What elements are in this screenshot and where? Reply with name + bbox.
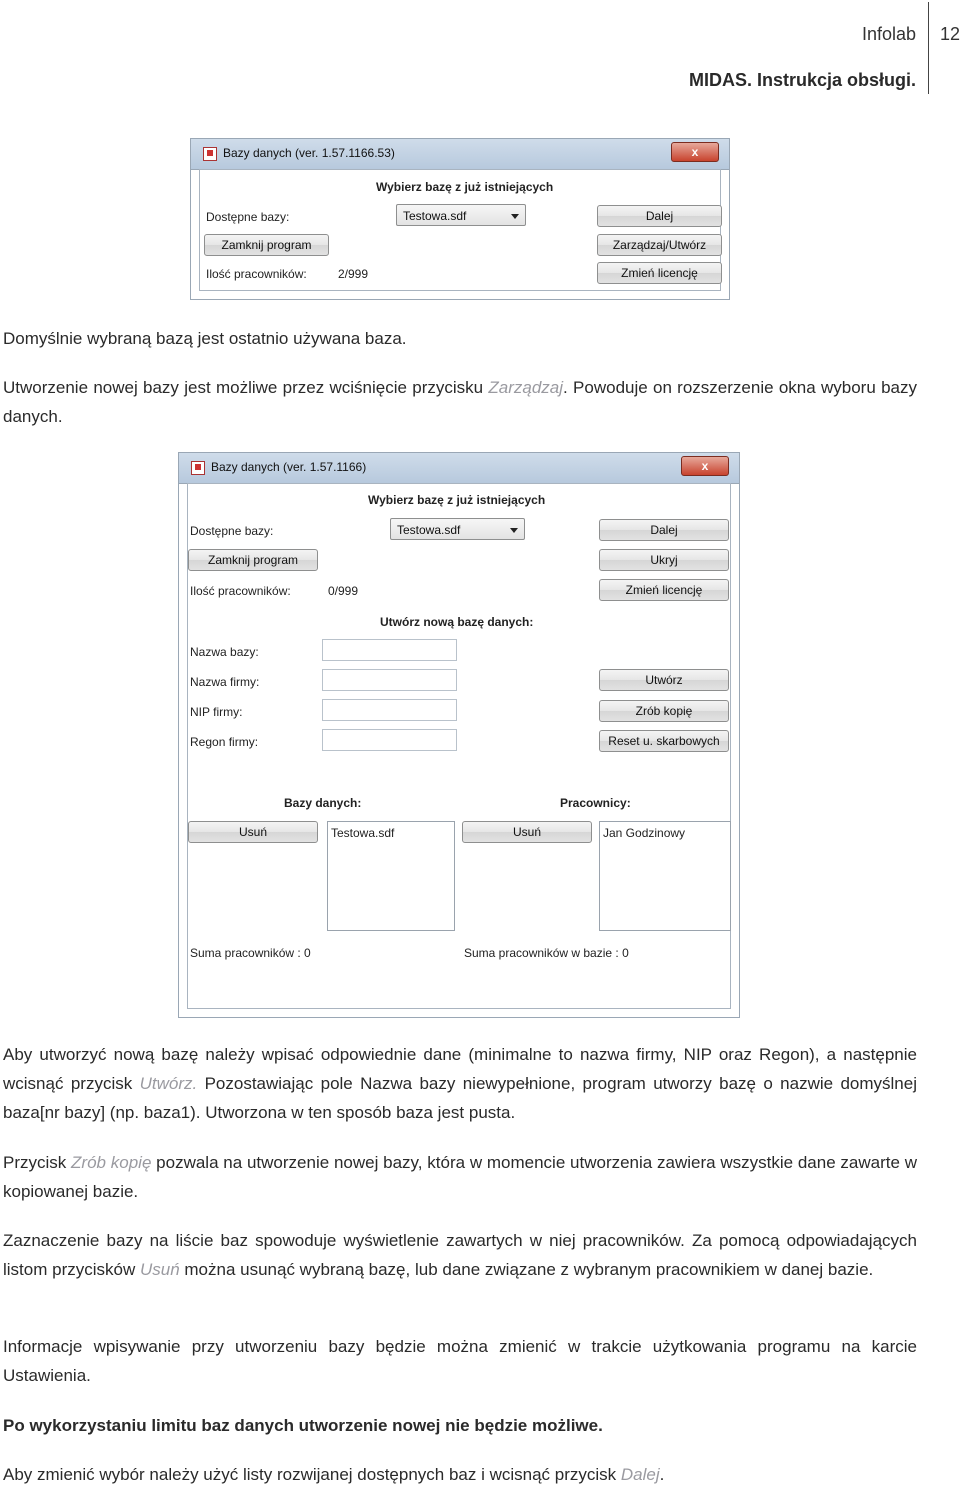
list-item[interactable]: Jan Godzinowy bbox=[603, 826, 686, 840]
sum-employees: Suma pracowników : 0 bbox=[190, 946, 311, 960]
paragraph-limit bbox=[3, 1411, 917, 1440]
list-item[interactable]: Testowa.sdf bbox=[331, 826, 395, 840]
manage-button[interactable]: Zarządzaj/Utwórz bbox=[597, 234, 722, 256]
employees-value: 0/999 bbox=[328, 584, 359, 598]
sum-employees-in-db: Suma pracowników w bazie : 0 bbox=[464, 946, 629, 960]
text: Po wykorzystaniu limitu baz danych utworzenie nowej nie będzie możliwe. bbox=[3, 1416, 603, 1435]
available-label: Dostępne bazy: bbox=[206, 210, 290, 224]
window-titlebar bbox=[179, 453, 739, 484]
license-button[interactable]: Zmień licencję bbox=[597, 262, 722, 284]
nip-label: NIP firmy: bbox=[190, 705, 243, 719]
regon-field[interactable] bbox=[322, 729, 457, 751]
paragraph-create-db bbox=[3, 373, 917, 431]
paragraph-copy bbox=[3, 1148, 917, 1206]
regon-label: Regon firmy: bbox=[190, 735, 259, 749]
database-window-expanded bbox=[178, 452, 740, 1018]
create-button[interactable]: Utwórz bbox=[599, 669, 729, 691]
close-program-button[interactable]: Zamknij program bbox=[188, 549, 318, 571]
company-name-label: Nazwa firmy: bbox=[190, 675, 260, 689]
copy-reference: Zrób kopię bbox=[71, 1153, 152, 1172]
create-heading: Utwórz nową bazę danych: bbox=[380, 615, 534, 629]
delete-database-button[interactable]: Usuń bbox=[188, 821, 318, 843]
next-reference: Dalej bbox=[620, 1465, 660, 1484]
window-titlebar bbox=[191, 139, 729, 170]
employees-heading: Pracownicy: bbox=[560, 796, 631, 810]
nip-field[interactable] bbox=[322, 699, 457, 721]
employees-label: Ilość pracowników: bbox=[190, 584, 291, 598]
paragraph-settings: Informacje wpisywanie przy utworzeniu bazy będzie można zmienić w trakcie użytkowania programu na karcie Ustawienia. bbox=[3, 1337, 917, 1385]
databases-heading: Bazy danych: bbox=[284, 796, 362, 810]
paragraph-delete bbox=[3, 1226, 917, 1284]
close-button[interactable]: x bbox=[681, 456, 729, 476]
chevron-down-icon bbox=[510, 528, 518, 533]
db-name-field[interactable] bbox=[322, 639, 457, 661]
document-title: MIDAS. Instrukcja obsługi. bbox=[688, 70, 916, 90]
close-program-button[interactable]: Zamknij program bbox=[204, 234, 329, 256]
reset-tax-offices-button[interactable]: Reset u. skarbowych bbox=[599, 730, 729, 752]
select-heading: Wybierz bazę z już istniejących bbox=[376, 180, 554, 194]
text: pozwala na utworzenie nowej bazy, która w momencie utworzenia zawiera wszystkie dane zawarte w kopiowanej bazie. bbox=[3, 1153, 917, 1201]
app-icon bbox=[203, 147, 217, 161]
window-content bbox=[187, 483, 731, 1009]
text: Aby utworzyć nową bazę należy wpisać odpowiednie dane (minimalne to nazwa firmy, NIP oraz Regon), a następnie wcisnąć przycisk bbox=[3, 1045, 917, 1093]
next-button[interactable]: Dalej bbox=[597, 205, 722, 227]
window-content bbox=[199, 169, 721, 291]
hide-button[interactable]: Ukryj bbox=[599, 549, 729, 571]
employee-list[interactable] bbox=[599, 821, 731, 931]
chevron-down-icon bbox=[511, 214, 519, 219]
company-name-field[interactable] bbox=[322, 669, 457, 691]
text: Aby zmienić wybór należy użyć listy rozwijanej dostępnych baz i wcisnąć przycisk bbox=[3, 1465, 621, 1484]
db-name-label: Nazwa bazy: bbox=[190, 645, 259, 659]
copy-button[interactable]: Zrób kopię bbox=[599, 700, 729, 722]
header-divider bbox=[928, 2, 929, 94]
window-title: Bazy danych (ver. 1.57.1166) bbox=[211, 460, 367, 474]
database-list[interactable] bbox=[327, 821, 455, 931]
next-button[interactable]: Dalej bbox=[599, 519, 729, 541]
database-combo[interactable] bbox=[396, 204, 526, 226]
database-combo[interactable] bbox=[390, 518, 525, 540]
header-company: Infolab bbox=[861, 24, 916, 44]
available-label: Dostępne bazy: bbox=[190, 524, 274, 538]
select-heading: Wybierz bazę z już istniejących bbox=[368, 493, 546, 507]
text: Zaznaczenie bazy na liście baz spowoduje wyświetlenie zawartych w niej pracowników. Za pomocą odpowiadających listom przycisków bbox=[3, 1231, 917, 1279]
app-icon bbox=[191, 461, 205, 475]
text: można usunąć wybraną bazę, lub dane związane z wybranym pracownikiem w danej bazie. bbox=[179, 1260, 874, 1279]
manage-reference: Zarządzaj bbox=[488, 378, 564, 397]
delete-employee-button[interactable]: Usuń bbox=[462, 821, 592, 843]
window-title: Bazy danych (ver. 1.57.1166.53) bbox=[223, 146, 395, 160]
text: Przycisk bbox=[3, 1153, 72, 1172]
employees-label: Ilość pracowników: bbox=[206, 267, 307, 281]
combo-value: Testowa.sdf bbox=[397, 523, 461, 537]
combo-value: Testowa.sdf bbox=[403, 209, 467, 223]
page-number: 12 bbox=[940, 24, 960, 44]
license-button[interactable]: Zmień licencję bbox=[599, 579, 729, 601]
database-window-small bbox=[190, 138, 730, 300]
text: . bbox=[659, 1465, 665, 1484]
text: . Powoduje on rozszerzenie okna wyboru bazy danych. bbox=[3, 378, 917, 426]
close-button[interactable]: x bbox=[671, 142, 719, 162]
text: Pozostawiając pole Nazwa bazy niewypełnione, program utworzy bazę o nazwie domyślnej baza[nr bazy] (np. baza1). Utworzona w ten sposób baza jest pusta. bbox=[3, 1074, 917, 1122]
delete-reference: Usuń bbox=[139, 1260, 180, 1279]
paragraph-change-selection bbox=[3, 1460, 917, 1489]
employees-value: 2/999 bbox=[338, 267, 369, 281]
paragraph-create-instructions bbox=[3, 1040, 917, 1127]
paragraph-default-db: Domyślnie wybraną bazą jest ostatnio używana baza. bbox=[3, 329, 407, 348]
text: Utworzenie nowej bazy jest możliwe przez wciśnięcie przycisku bbox=[3, 378, 489, 397]
create-reference: Utwórz. bbox=[139, 1074, 198, 1093]
